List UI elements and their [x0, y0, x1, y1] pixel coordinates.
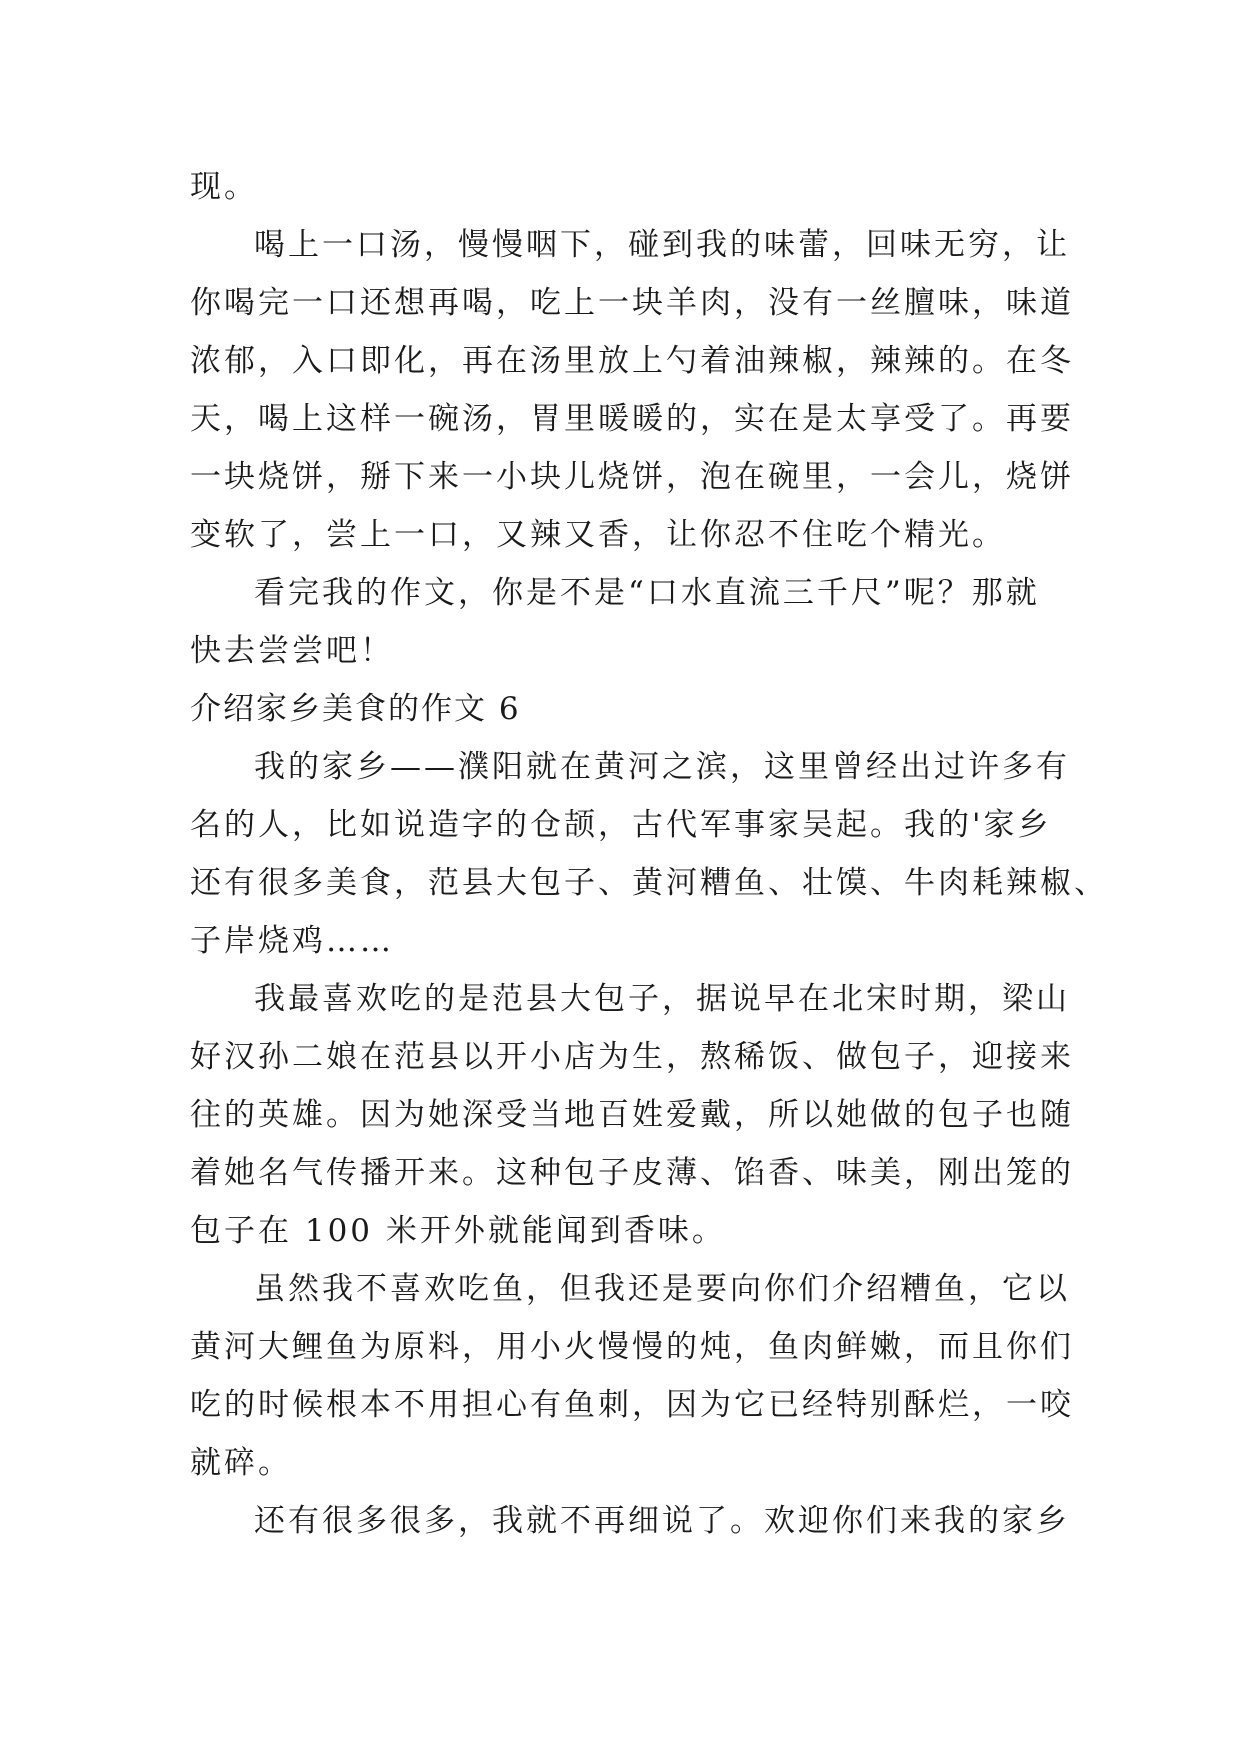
- text-line: 名的人，比如说造字的仓颉，古代军事家吴起。我的'家乡: [190, 807, 1052, 843]
- document-body: [190, 158, 1108, 1550]
- text-line: 黄河大鲤鱼为原料，用小火慢慢的炖，鱼肉鲜嫩，而且你们: [190, 1329, 1074, 1365]
- paragraph-start-line: 我的家乡——濮阳就在黄河之滨，这里曾经出过许多有: [254, 749, 1070, 785]
- paragraph-start-line: 喝上一口汤，慢慢咽下，碰到我的味蕾，回味无穷，让: [254, 227, 1070, 263]
- text-line: 包子在 100 米开外就能闻到香味。: [190, 1213, 726, 1249]
- text-line: 快去尝尝吧！: [190, 633, 394, 669]
- paragraph-start-line: 我最喜欢吃的是范县大包子，据说早在北宋时期，梁山: [254, 981, 1070, 1017]
- text-line: 就碎。: [190, 1445, 292, 1481]
- text-line: 天，喝上这样一碗汤，胃里暖暖的，实在是太享受了。再要: [190, 401, 1074, 437]
- text-line: 现。: [190, 169, 258, 205]
- text-line: 往的英雄。因为她深受当地百姓爱戴，所以她做的包子也随: [190, 1097, 1074, 1133]
- text-line: 好汉孙二娘在范县以开小店为生，熬稀饭、做包子，迎接来: [190, 1039, 1074, 1075]
- text-line: 子岸烧鸡……: [190, 923, 394, 959]
- text-line: 吃的时候根本不用担心有鱼刺，因为它已经特别酥烂，一咬: [190, 1387, 1074, 1423]
- text-line: 变软了，尝上一口，又辣又香，让你忍不住吃个精光。: [190, 517, 1006, 553]
- text-line: 你喝完一口还想再喝，吃上一块羊肉，没有一丝膻味，味道: [190, 285, 1074, 321]
- paragraph-start-line: 还有很多很多，我就不再细说了。欢迎你们来我的家乡: [254, 1503, 1070, 1539]
- section-heading: 介绍家乡美食的作文 6: [190, 691, 521, 727]
- text-line: 着她名气传播开来。这种包子皮薄、馅香、味美，刚出笼的: [190, 1155, 1074, 1191]
- paragraph-start-line: 虽然我不喜欢吃鱼，但我还是要向你们介绍糟鱼，它以: [254, 1271, 1070, 1307]
- text-line: 还有很多美食，范县大包子、黄河糟鱼、壮馍、牛肉耗辣椒、: [190, 865, 1108, 901]
- text-line: 浓郁，入口即化，再在汤里放上勺着油辣椒，辣辣的。在冬: [190, 343, 1074, 379]
- text-line: 一块烧饼，掰下来一小块儿烧饼，泡在碗里，一会儿，烧饼: [190, 459, 1074, 495]
- paragraph-start-line: 看完我的作文，你是不是“口水直流三千尺”呢？那就: [254, 575, 1040, 611]
